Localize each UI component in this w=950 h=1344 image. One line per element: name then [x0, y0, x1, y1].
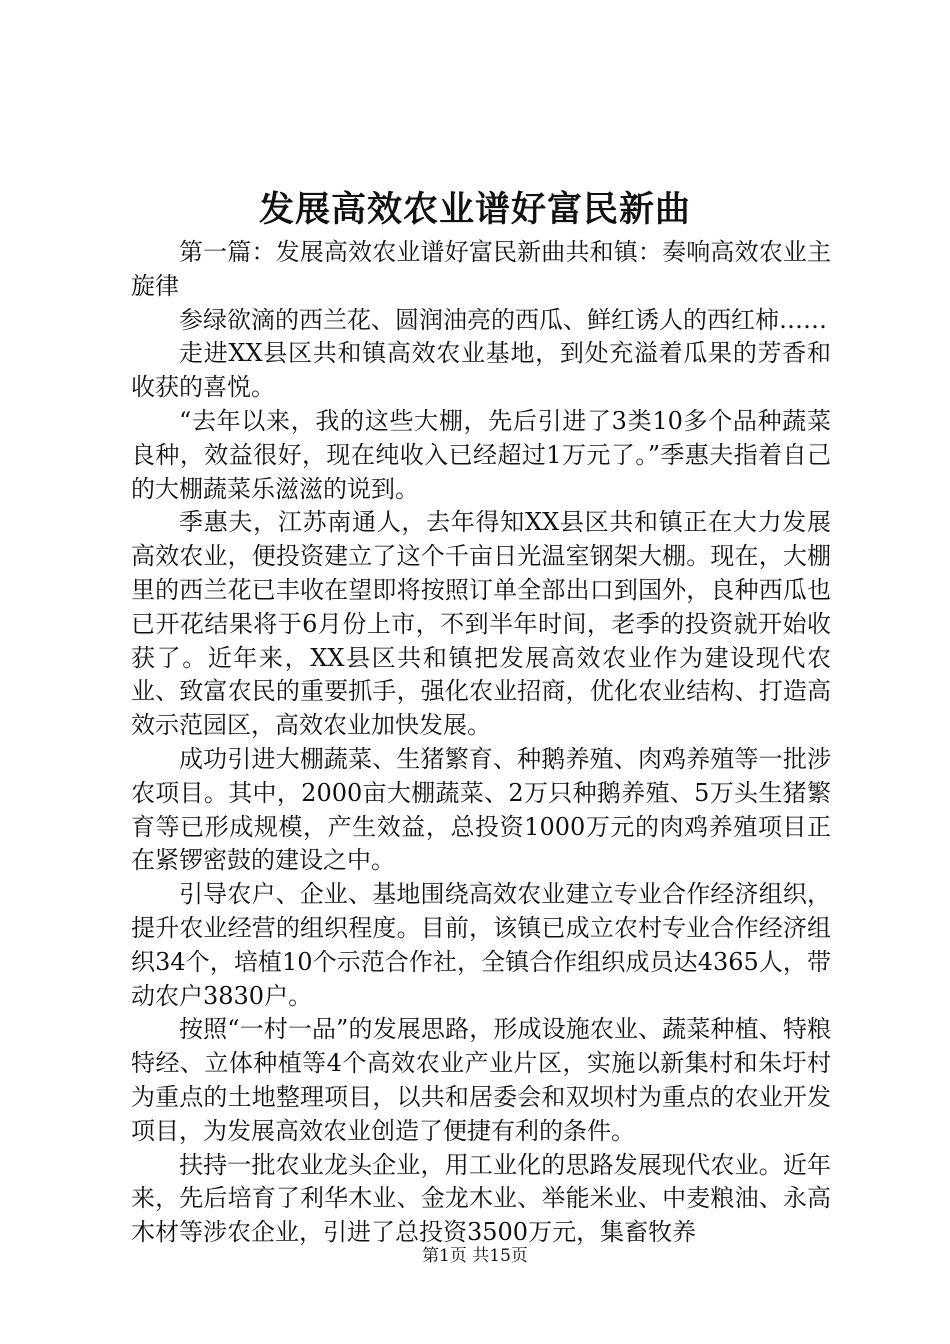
document-body: [131, 236, 831, 1250]
paragraph: 扶持一批农业龙头企业，用工业化的思路发展现代农业。近年来，先后培育了利华木业、金龙木业、举能米业、中麦粮油、永高木材等涉农企业，引进了总投资3500万元，集畜牧养: [131, 1150, 831, 1247]
paragraph: 第一篇：发展高效农业谱好富民新曲共和镇：奏响高效农业主旋律: [131, 238, 831, 300]
paragraph: 季惠夫，江苏南通人，去年得知XX县区共和镇正在大力发展高效农业，便投资建立了这个千亩日光温室钢架大棚。现在，大棚里的西兰花已丰收在望即将按照订单全部出口到国外，良种西瓜也已开花结果将于6月份上市，不到半年时间，老季的投资就开始收获了。近年来，XX县区共和镇把发展高效农业作为建设现代农业、致富农民的重要抓手，强化农业招商，优化农业结构、打造高效示范园区，高效农业加快发展。: [131, 508, 831, 740]
page-number-footer: 第1页 共15页: [422, 1246, 528, 1266]
document-title: 发展高效农业谱好富民新曲: [258, 189, 691, 230]
paragraph: 走进XX县区共和镇高效农业基地，到处充溢着瓜果的芳香和收获的喜悦。: [131, 339, 831, 402]
paragraph: 参绿欲滴的西兰花、圆润油亮的西瓜、鲜红诱人的西红柿……: [179, 305, 827, 334]
paragraph: 成功引进大棚蔬菜、生猪繁育、种鹅养殖、肉鸡养殖等一批涉农项目。其中，2000亩大棚蔬菜、2万只种鹅养殖、5万头生猪繁育等已形成规模，产生效益，总投资1000万元的肉鸡养殖项目正在紧锣密鼓的建设之中。: [131, 744, 831, 875]
paragraph: “去年以来，我的这些大棚，先后引进了3类10多个品种蔬菜良种，效益很好，现在纯收入已经超过1万元了。”季惠夫指着自己的大棚蔬菜乐滋滋的说到。: [131, 406, 831, 503]
paragraph: 引导农户、企业、基地围绕高效农业建立专业合作经济组织，提升农业经营的组织程度。目前，该镇已成立农村专业合作经济组织34个，培植10个示范合作社，全镇合作组织成员达4365人，带动农户3830户。: [131, 880, 831, 1010]
paragraph: 按照“一村一品”的发展思路，形成设施农业、蔬菜种植、特粮特经、立体种植等4个高效农业产业片区，实施以新集村和朱圩村为重点的土地整理项目，以共和居委会和双坝村为重点的农业开发项目，为发展高效农业创造了便捷有利的条件。: [131, 1015, 831, 1145]
